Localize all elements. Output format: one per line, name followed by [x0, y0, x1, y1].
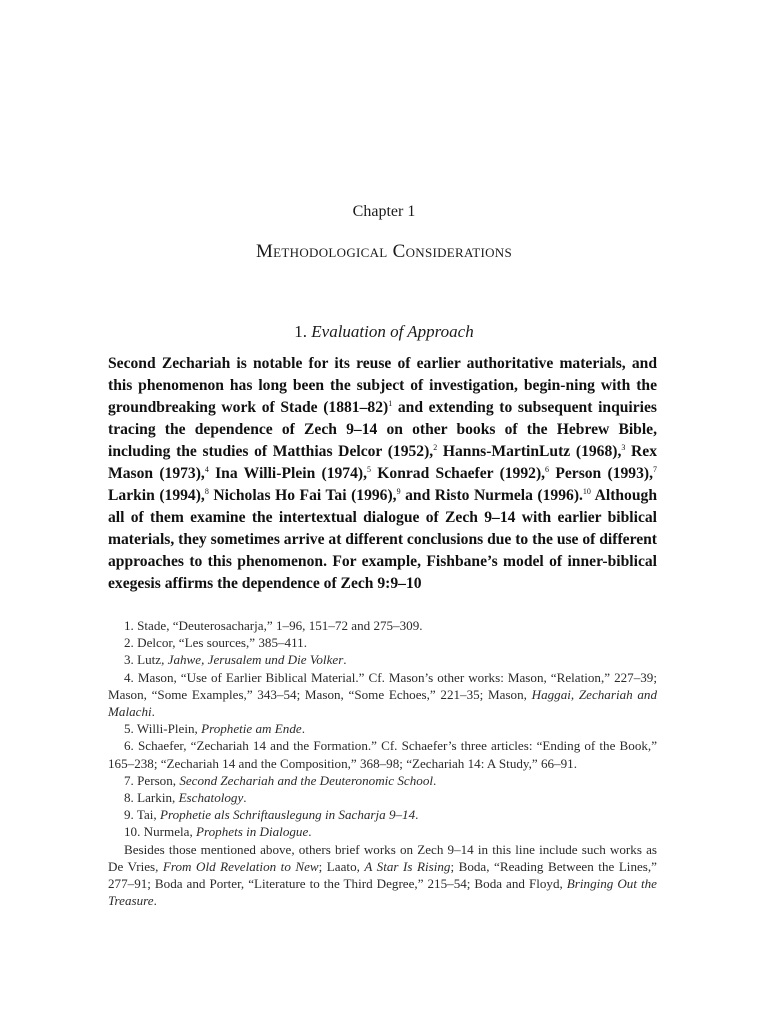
footnote-text: Schaefer, “Zechariah 14 and the Formation.” Cf. Schaefer’s three articles: “Ending of the Book,” 165–238; “Zechariah 14 and the Composition,” 368–98; “Zechariah 14: A Study,” 66–91.: [108, 738, 658, 771]
footnote-title: Jahwe, Jerusalem und Die Volker: [167, 652, 344, 668]
footnote-text: .: [153, 893, 157, 909]
footnote-text: Besides those mentioned above, others brief works on Zech 9–14 in this line include such works as De Vries,: [108, 841, 657, 874]
footnote-continuation: [108, 841, 657, 910]
footnote-text: ; Boda, “Reading Between the Lines,” 277–91; Boda and Porter, “Literature to the Third Degree,” 215–54; Boda and Floyd,: [108, 858, 657, 892]
text-run: Konrad Schaefer (1992),: [371, 465, 546, 482]
footnote-4: [108, 669, 657, 721]
body-paragraph: [108, 353, 657, 595]
text-run: Rex Mason (1973),: [108, 443, 657, 482]
footnote-ref[interactable]: 9: [396, 486, 401, 496]
footnotes: [108, 617, 657, 909]
footnote-10: [108, 823, 657, 840]
footnote-8: [108, 789, 657, 806]
text-run: Although all of them examine the intertextual dialogue of Zech 9–14 with earlier biblical materials, they sometimes arrive at different conclusions due to the use of different approaches to this phenomenon. For example, Fishbane’s model of inner-biblical exegesis affirms the dependence of Zech 9:9–10: [108, 487, 658, 592]
text-run: Second Zechariah is notable for its reuse of earlier authoritative materials, and this phenomenon has long been the subject of investigation, begin-ning with the groundbreaking work of Stade (1881–82): [108, 355, 657, 416]
section-heading: [0, 322, 768, 342]
footnote-text: Willi-Plein,: [136, 721, 202, 737]
footnote-text: Person,: [137, 772, 180, 788]
footnote-title: Prophetie am Ende: [201, 721, 302, 737]
footnote-text: Nurmela,: [143, 824, 197, 840]
footnote-ref[interactable]: 4: [204, 464, 209, 474]
footnote-text: .: [433, 772, 437, 788]
footnote-ref[interactable]: 3: [621, 442, 626, 452]
text-run: Larkin (1994),: [108, 487, 205, 504]
footnote-ref[interactable]: 7: [652, 464, 657, 474]
footnote-title: Haggai, Zechariah and Malachi: [108, 686, 657, 720]
footnote-ref[interactable]: 5: [367, 464, 371, 474]
footnote-7: [108, 772, 657, 789]
footnote-number: 1.: [124, 618, 134, 633]
footnote-text: Delcor, “Les sources,” 385–411.: [137, 635, 307, 651]
section-number: 1.: [294, 322, 308, 341]
footnote-number: 2.: [124, 635, 134, 651]
footnote-number: 8.: [124, 790, 134, 806]
chapter-label: Chapter 1: [352, 203, 416, 220]
footnote-text: Lutz,: [137, 652, 168, 668]
text-run: and extending to subsequent inquiries tracing the dependence of Zech 9–14 on other books of the Hebrew Bible, including the studies of Matthias Delcor (1952),: [108, 399, 657, 460]
footnote-text: .: [343, 652, 347, 668]
footnote-9: [108, 806, 657, 823]
footnote-title: Bringing Out the Treasure: [108, 876, 657, 909]
footnote-number: 7.: [124, 772, 134, 788]
footnote-text: .: [151, 704, 155, 720]
text-run: Ina Willi-Plein (1974),: [208, 465, 367, 482]
text-run: Nicholas Ho Fai Tai (1996),: [208, 487, 397, 504]
footnote-3: [108, 651, 657, 668]
footnote-ref[interactable]: 8: [204, 486, 209, 496]
paragraph-text: [108, 353, 657, 595]
footnote-5: [108, 720, 657, 737]
section-title: Evaluation of Approach: [311, 322, 474, 341]
footnote-text: .: [415, 807, 419, 823]
footnote-text: Mason, “Use of Earlier Biblical Material.” Cf. Mason’s other works: Mason, “Relation,” 227–39; Mason, “Some Examples,” 343–54; Mason, “Some Echoes,” 221–35; Mason,: [108, 669, 657, 702]
footnote-text: Larkin,: [137, 790, 179, 806]
footnote-1: [108, 617, 657, 634]
footnote-number: 4.: [124, 669, 134, 685]
footnote-title: From Old Revelation to New: [162, 858, 319, 874]
footnote-title: Eschatology: [178, 790, 244, 806]
text-run: Person (1993),: [549, 465, 653, 482]
footnote-ref[interactable]: 2: [433, 442, 438, 452]
text-run: Hanns-MartinLutz (1968),: [437, 443, 622, 460]
footnote-text: .: [308, 824, 312, 840]
footnote-2: [108, 634, 657, 651]
footnote-ref[interactable]: 1: [388, 398, 393, 408]
footnote-number: 3.: [124, 652, 134, 668]
text-run: and Risto Nurmela (1996).: [400, 487, 583, 504]
footnote-number: 9.: [124, 807, 134, 823]
footnote-text: Stade, “Deuterosacharja,” 1–96, 151–72 and 275–309.: [137, 618, 423, 633]
footnote-number: 5.: [124, 721, 134, 737]
chapter-title: Methodological Considerations: [255, 241, 513, 262]
footnote-text: ; Laato,: [318, 858, 365, 874]
footnote-title: A Star Is Rising: [364, 858, 451, 874]
footnote-text: .: [243, 790, 247, 806]
footnote-text: Tai,: [136, 807, 160, 823]
footnote-6: [108, 737, 657, 771]
footnote-title: Prophets in Dialogue: [196, 824, 309, 840]
footnote-text: .: [301, 721, 305, 737]
footnote-title: Second Zechariah and the Deuteronomic School: [179, 772, 434, 788]
footnote-ref[interactable]: 10: [582, 486, 591, 496]
footnote-number: 10.: [124, 824, 141, 840]
footnote-ref[interactable]: 6: [545, 464, 550, 474]
footnote-number: 6.: [124, 738, 134, 754]
footnote-title: Prophetie als Schriftauslegung in Sacharja 9–14: [159, 807, 416, 823]
